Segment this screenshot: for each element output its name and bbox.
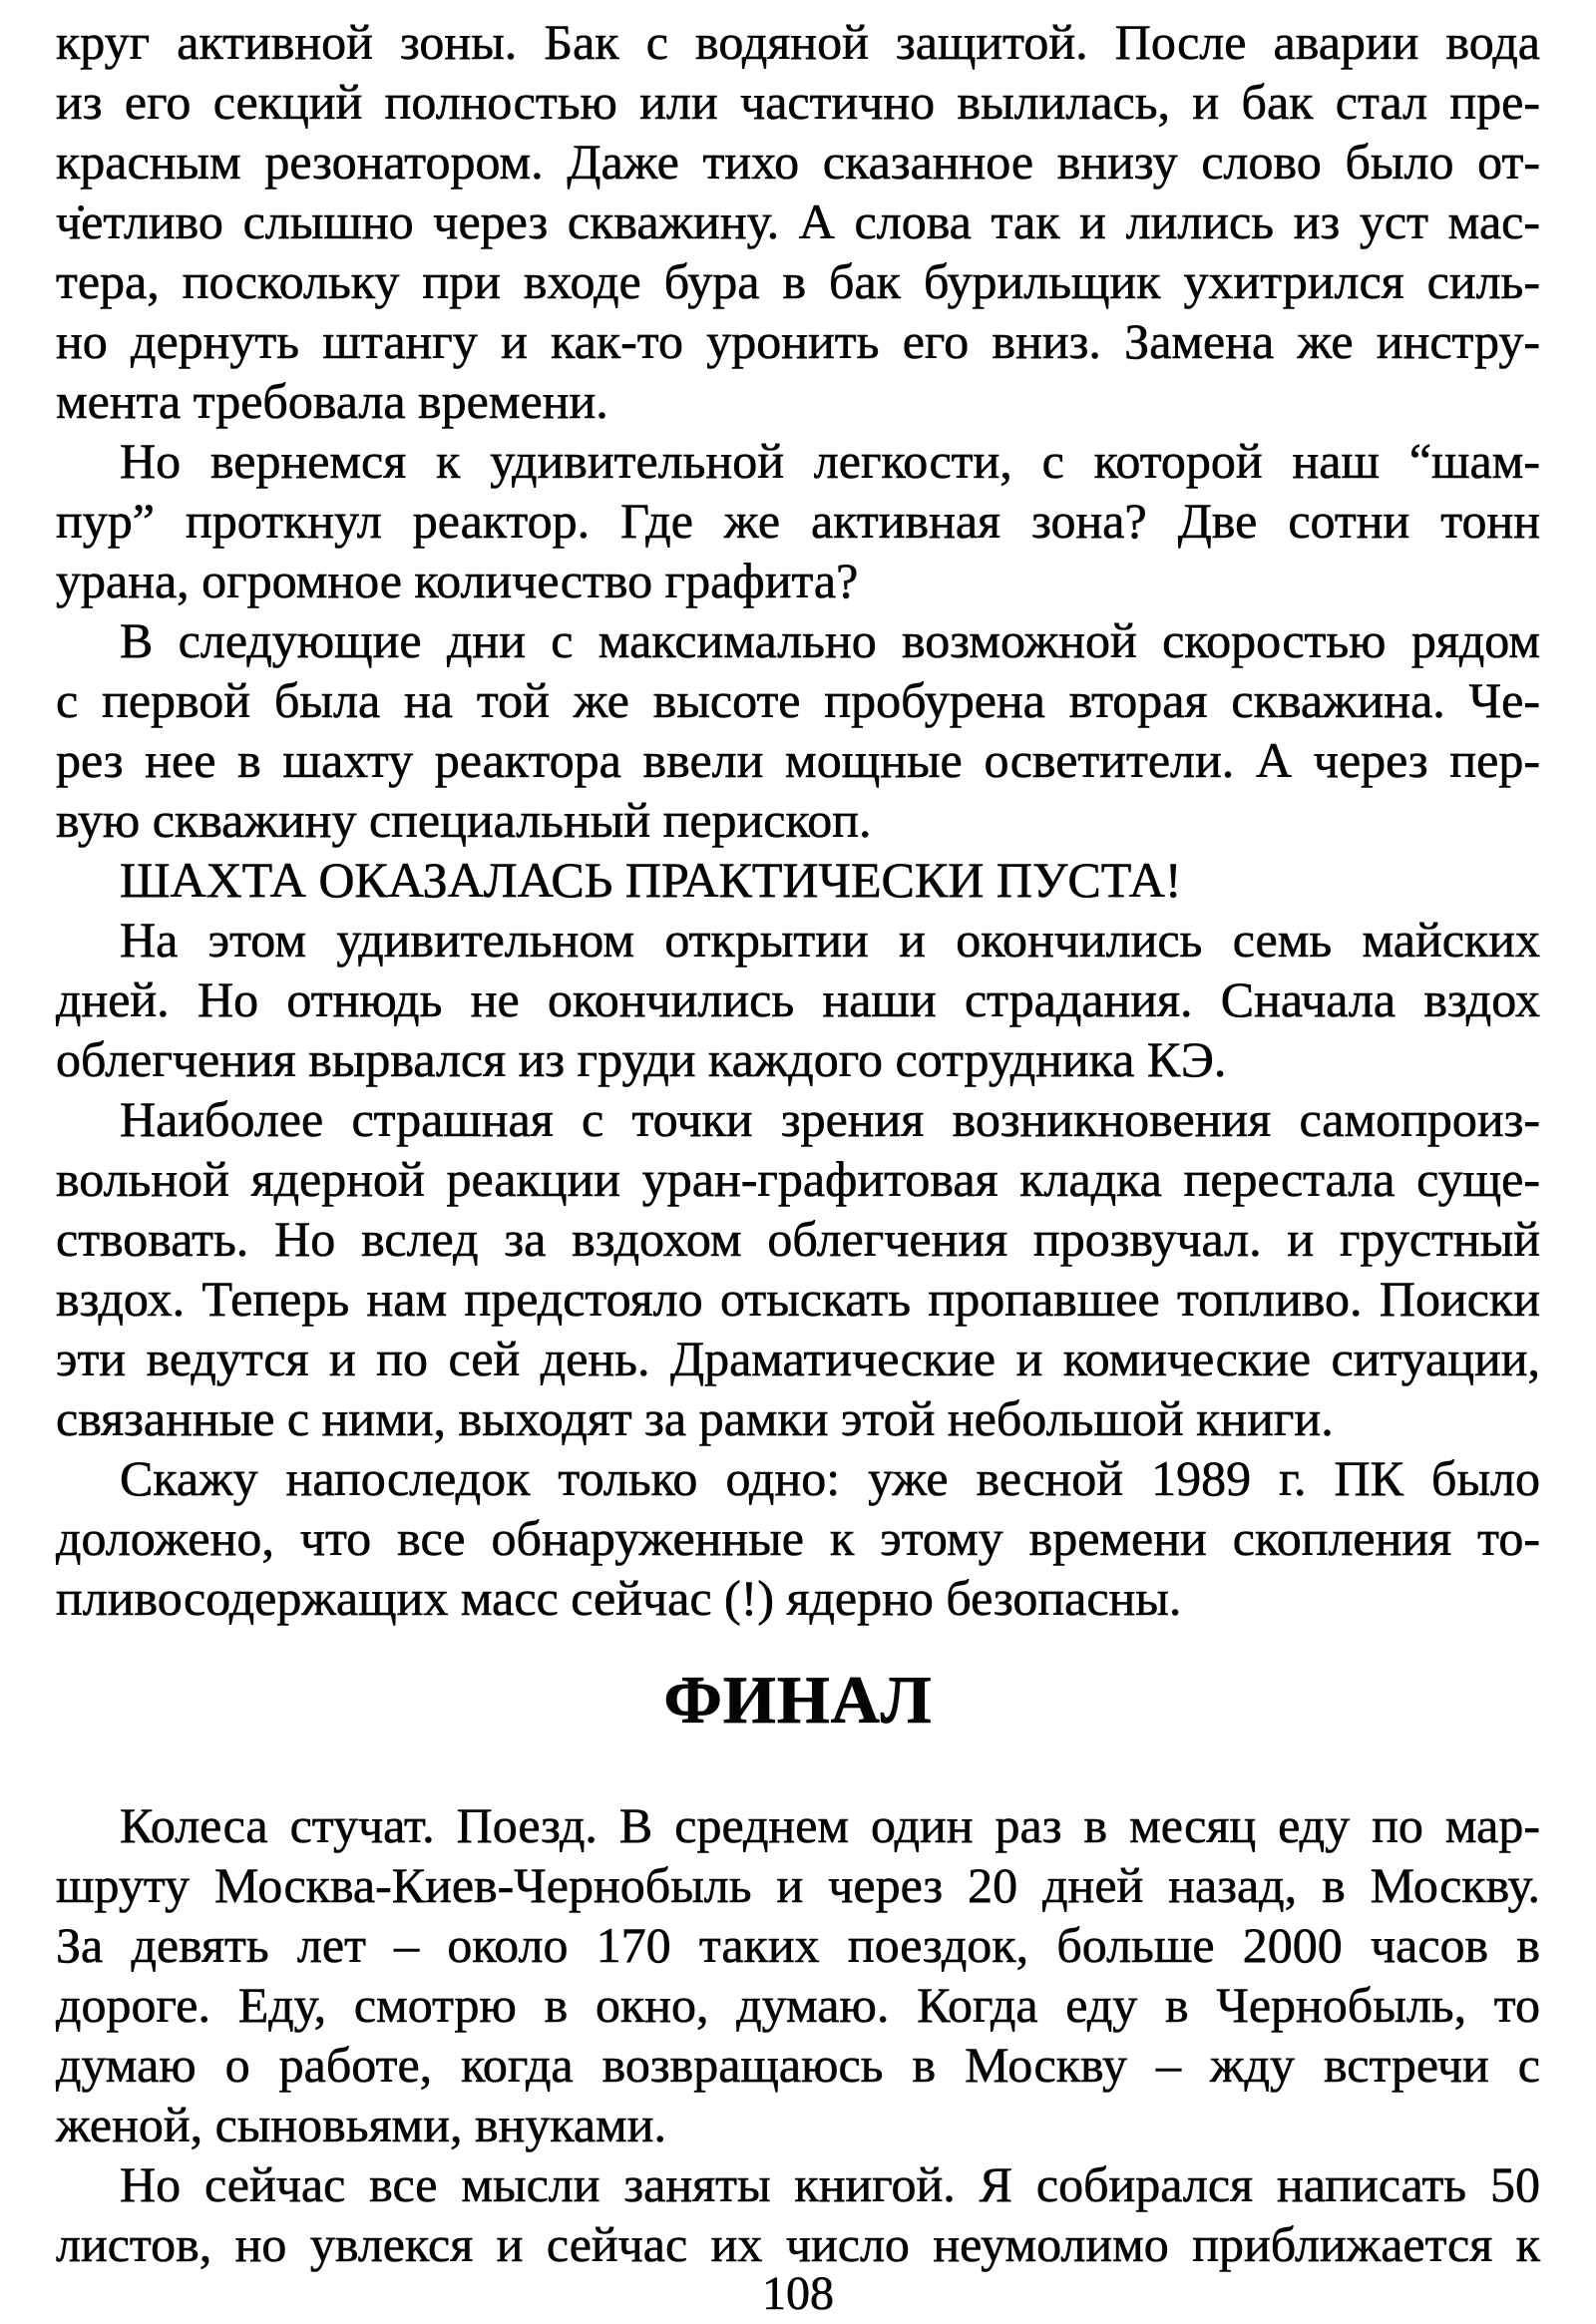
text-line: Но сейчас все мысли заняты книгой. Я собирался написать 50 [120, 2156, 1540, 2212]
text-line: ствовать. Но вслед за вздохом облегчения прозвучал. и грустный [56, 1211, 1540, 1267]
text-line: вую скважину специальный перископ. [56, 792, 872, 848]
text-line: урана, огромное количество графита? [56, 553, 859, 608]
text-line: думаю о работе, когда возвращаюсь в Москву – жду встречи с [56, 2037, 1540, 2093]
text-line: Но вернемся к удивительной легкости, с которой наш “шам- [120, 433, 1540, 489]
text-line: вздох. Теперь нам предстояло отыскать пропавшее топливо. Поиски [56, 1271, 1540, 1327]
text-line: листов, но увлекся и сейчас их число неумолимо приближается к [56, 2216, 1540, 2272]
text-line: ч̇етливо слышно через скважину. А слова так и лились из уст мас- [56, 194, 1540, 249]
text-line: На этом удивительном открытии и окончились семь майских [120, 912, 1540, 968]
text-line: рез нее в шахту реактора ввели мощные осветители. А через пер- [56, 732, 1540, 788]
text-line: круг активной зоны. Бак с водяной защитой. После аварии вода [56, 14, 1540, 70]
text-line: с первой была на той же высоте пробурена вторая скважина. Че- [56, 672, 1540, 728]
text-line: но дернуть штангу и как-то уронить его вниз. Замена же инстру- [56, 313, 1540, 369]
text-line: дороге. Еду, смотрю в окно, думаю. Когда еду в Чернобыль, то [56, 1977, 1540, 2033]
text-line: пур” проткнул реактор. Где же активная зона? Две сотни тонн [56, 493, 1540, 549]
text-line: дней. Но отнюдь не окончились наши страдания. Сначала вздох [56, 971, 1540, 1027]
page-number: 108 [762, 2267, 834, 2320]
text-line: облегчения вырвался из груди каждого сотрудника КЭ. [56, 1031, 1227, 1087]
text-line: Наиболее страшная с точки зрения возникновения самопроиз- [120, 1091, 1540, 1147]
text-line: За девять лет – около 170 таких поездок, больше 2000 часов в [56, 1917, 1540, 1973]
text-line: красным резонатором. Даже тихо сказанное внизу слово было от- [56, 134, 1540, 190]
text-line: тера, поскольку при входе бура в бак бурильщик ухитрился силь- [56, 253, 1540, 309]
text-line: связанные с ними, выходят за рамки этой небольшой книги. [56, 1390, 1334, 1446]
text-line-emphasis-caps: ШАХТА ОКАЗАЛАСЬ ПРАКТИЧЕСКИ ПУСТА! [120, 852, 1182, 908]
text-line: из его секций полностью или частично вылилась, и бак стал пре- [56, 74, 1540, 130]
text-line: мента требовала времени. [56, 373, 608, 429]
section-heading: ФИНАЛ [663, 1662, 933, 1738]
text-line: вольной ядерной реакции уран-графитовая кладка перестала суще- [56, 1151, 1540, 1207]
text-line: Скажу напоследок только одно: уже весной 1989 г. ПК было [120, 1450, 1540, 1506]
text-line: шруту Москва-Киев-Чернобыль и через 20 дней назад, в Москву. [56, 1857, 1540, 1913]
text-line: В следующие дни с максимально возможной скоростью рядом [120, 612, 1540, 668]
text-line: пливосодержащих масс сейчас (!) ядерно безопасны. [56, 1570, 1182, 1626]
text-line: эти ведутся и по сей день. Драматические и комические ситуации, [56, 1331, 1540, 1386]
text-line: Колеса стучат. Поезд. В среднем один раз в месяц еду по мар- [120, 1797, 1540, 1853]
text-line: женой, сыновьями, внуками. [56, 2097, 666, 2152]
text-line: доложено, что все обнаруженные к этому времени скопления то- [56, 1510, 1540, 1566]
final-section [56, 1795, 1540, 2274]
text-block [56, 12, 1540, 2320]
